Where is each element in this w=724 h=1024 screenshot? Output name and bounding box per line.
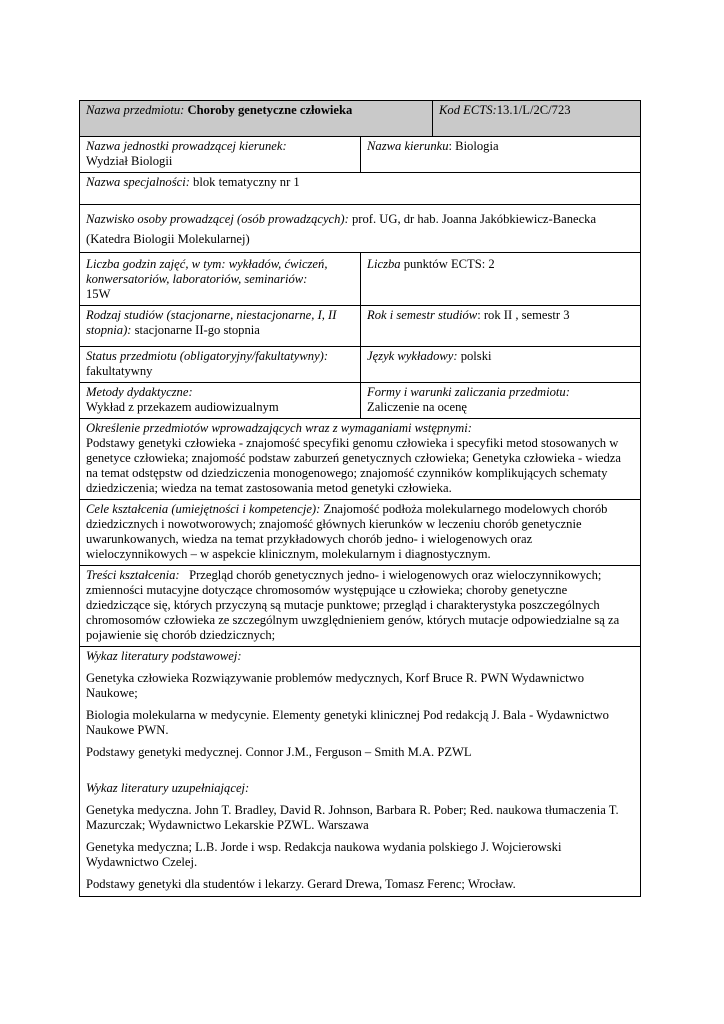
specialty-cell <box>80 173 641 205</box>
extra-literature-item: Genetyka medyczna; L.B. Jorde i wsp. Redakcja naukowa wydania polskiego J. Wojcierowski Wydawnictwo Czelej. <box>86 840 562 869</box>
methods-row <box>80 383 641 419</box>
unit-cell <box>80 137 361 173</box>
ects-points-value: punktów ECTS: 2 <box>400 257 495 271</box>
language-value: polski <box>457 349 492 363</box>
methods-cell <box>80 383 361 419</box>
specialty-row <box>80 173 641 205</box>
language-cell <box>361 347 641 383</box>
basic-literature-item: Biologia molekularna w medycynie. Elementy genetyki klinicznej Pod redakcją J. Bala - Wydawnictwo Naukowe PWN. <box>86 708 609 737</box>
syllabus-table <box>79 100 641 897</box>
goals-label: Cele kształcenia (umiejętności i kompetencje): <box>86 502 321 516</box>
course-name-label: Nazwa przedmiotu: <box>86 103 185 117</box>
ects-points-label: Liczba <box>367 257 401 271</box>
assessment-value: Zaliczenie na ocenę <box>367 400 467 414</box>
content-value: Przegląd chorób genetycznych jedno- i wielogenowych oraz wieloczynnikowych; zmienności mutacyjne dotyczące chromosomów występujące u człowieka; choroby genetyczne dziedziczące się, których przyczyną są mutacje punktowe; przegląd i charakterystyka poszczególnych chromosomów człowieka ze szczególnym uwzględnieniem genów, których mutacje odpowiedzialne są za pojawienie się chorób dziedzicznych; <box>86 568 623 642</box>
assessment-label: Formy i warunki zaliczania przedmiotu: <box>367 385 570 399</box>
year-semester-cell <box>361 306 641 347</box>
status-value: fakultatywny <box>86 364 153 378</box>
field-cell <box>361 137 641 173</box>
basic-literature-label: Wykaz literatury podstawowej: <box>86 649 242 663</box>
hours-label: Liczba godzin zajęć, w tym: wykładów, ćwiczeń, konwersatoriów, laboratoriów, seminariów: <box>86 257 328 286</box>
course-name-cell <box>80 101 433 137</box>
status-cell <box>80 347 361 383</box>
field-label: Nazwa kierunku <box>367 139 449 153</box>
prerequisites-cell <box>80 419 641 500</box>
unit-row <box>80 137 641 173</box>
content-row <box>80 566 641 647</box>
unit-label: Nazwa jednostki prowadzącej kierunek: <box>86 139 287 153</box>
lecturer-value: prof. UG, dr hab. Joanna Jakóbkiewicz-Banecka (Katedra Biologii Molekularnej) <box>86 212 597 246</box>
goals-row <box>80 500 641 566</box>
basic-literature-item: Podstawy genetyki medycznej. Connor J.M., Ferguson – Smith M.A. PZWL <box>86 745 472 759</box>
hours-row <box>80 253 641 306</box>
prerequisites-row <box>80 419 641 500</box>
goals-value: Znajomość podłoża molekularnego modelowych chorób dziedzicznych i nowotworowych; znajomość głównych kierunków w leczeniu chorób genetycznie uwarunkowanych, wiedza na temat przykładowych chorób jedno- i wielogenowych oraz wieloczynnikowych – w aspekcie klinicznym, molekularnym i diagnostycznym. <box>86 502 608 561</box>
lecturer-row <box>80 205 641 253</box>
lecturer-cell <box>80 205 641 253</box>
goals-cell <box>80 500 641 566</box>
status-label: Status przedmiotu (obligatoryjny/fakultatywny): <box>86 349 329 363</box>
course-syllabus-card <box>79 100 640 897</box>
language-label: Język wykładowy: <box>367 349 458 363</box>
lecturer-label: Nazwisko osoby prowadzącej (osób prowadzących): <box>86 212 349 226</box>
extra-literature-item: Genetyka medyczna. John T. Bradley, David R. Johnson, Barbara R. Pober; Red. naukowa tłumaczenia T. Mazurczak; Wydawnictwo Lekarskie PZWL. Warszawa <box>86 803 619 832</box>
assessment-cell <box>361 383 641 419</box>
ects-code-label: Kod ECTS: <box>439 103 497 117</box>
field-value: : Biologia <box>448 139 499 153</box>
prerequisites-value: Podstawy genetyki człowieka - znajomość specyfiki genomu człowieka i specyfiki metod stosowanych w genetyce człowieka; znajomość podstaw zaburzeń genetycznych człowieka; Genetyka człowieka - wiedza na temat odstępstw od dziedziczenia monogenowego; znajomość czynników komplikujących schematy dziedziczenia; wiedza na temat zastosowania metod genetyki człowieka. <box>86 436 621 495</box>
course-name-row <box>80 101 641 137</box>
study-type-value: stacjonarne II-go stopnia <box>131 323 260 337</box>
year-semester-label: Rok i semestr studiów <box>367 308 478 322</box>
study-type-cell <box>80 306 361 347</box>
spacer <box>86 767 634 781</box>
basic-literature-item: Genetyka człowieka Rozwiązywanie problemów medycznych, Korf Bruce R. PWN Wydawnictwo Naukowe; <box>86 671 585 700</box>
content-cell <box>80 566 641 647</box>
specialty-label: Nazwa specjalności: <box>86 175 190 189</box>
unit-value: Wydział Biologii <box>86 154 173 168</box>
ects-points-cell <box>361 253 641 306</box>
status-row <box>80 347 641 383</box>
study-type-label: Rodzaj studiów (stacjonarne, niestacjonarne, I, II stopnia): <box>86 308 337 337</box>
extra-literature-item: Podstawy genetyki dla studentów i lekarzy. Gerard Drewa, Tomasz Ferenc; Wrocław. <box>86 877 516 891</box>
specialty-value: blok tematyczny nr 1 <box>189 175 300 189</box>
methods-value: Wykład z przekazem audiowizualnym <box>86 400 279 414</box>
content-label: Treści kształcenia: <box>86 568 180 582</box>
ects-code-value: 13.1/L/2C/723 <box>496 103 571 117</box>
year-semester-value: : rok II , semestr 3 <box>477 308 570 322</box>
hours-value: 15W <box>86 287 111 301</box>
hours-cell <box>80 253 361 306</box>
course-name-value: Choroby genetyczne człowieka <box>187 103 353 117</box>
prerequisites-label: Określenie przedmiotów wprowadzających wraz z wymaganiami wstępnymi: <box>86 421 472 435</box>
study-type-row <box>80 306 641 347</box>
ects-code-cell <box>433 101 641 137</box>
extra-literature-label: Wykaz literatury uzupełniającej: <box>86 781 250 795</box>
literature-cell <box>80 647 641 897</box>
literature-row <box>80 647 641 897</box>
methods-label: Metody dydaktyczne: <box>86 385 193 399</box>
